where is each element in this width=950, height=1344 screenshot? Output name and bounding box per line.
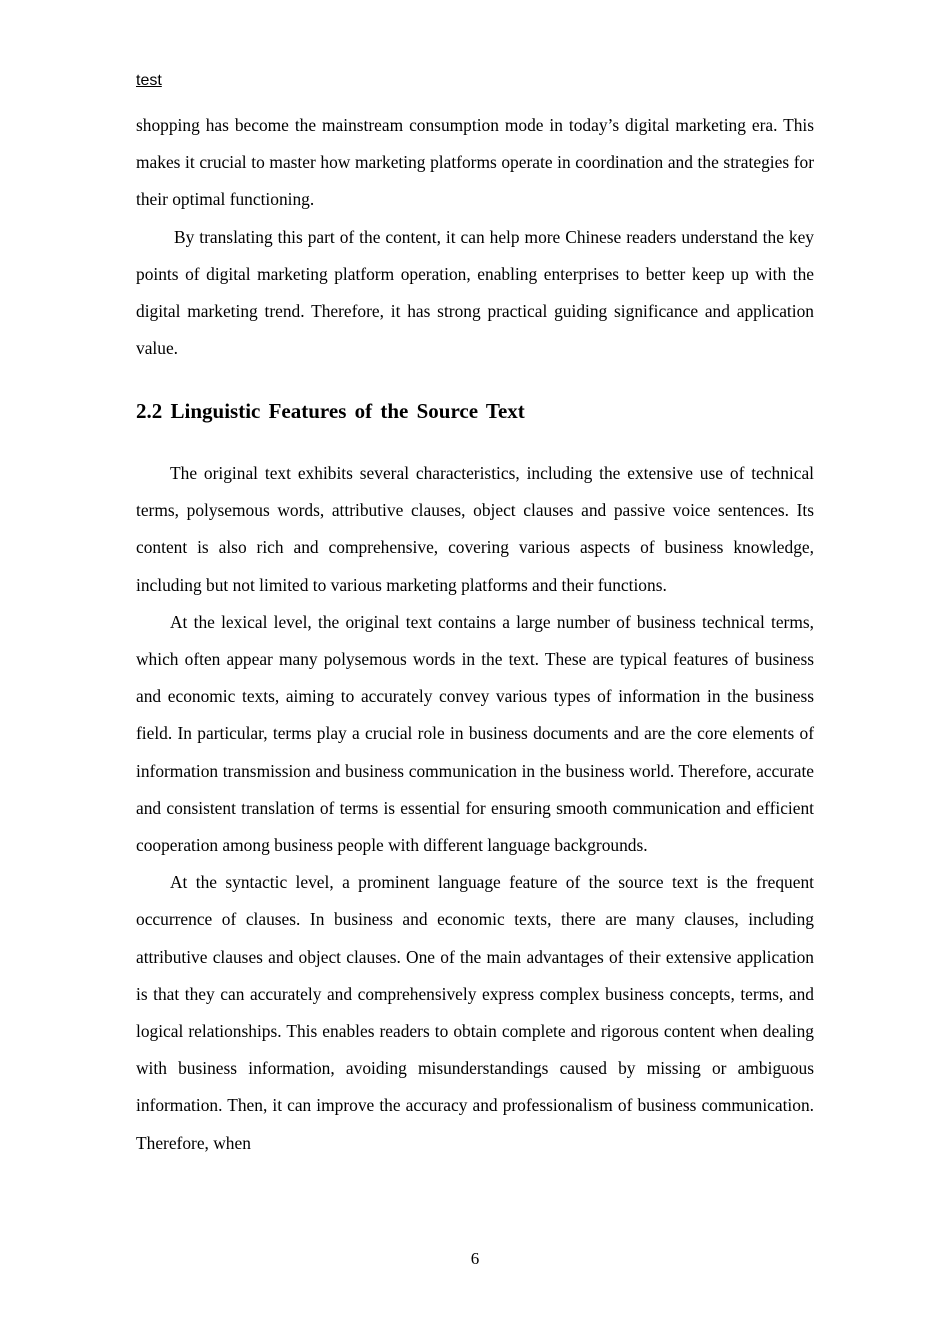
section-body	[136, 455, 814, 1162]
paragraph: By translating this part of the content, it can help more Chinese readers understand the key points of digital marketing platform operation, enabling enterprises to better keep up with the digital marketing trend. Therefore, it has strong practical guiding significance and application value.	[136, 226, 814, 359]
page-number: 6	[470, 1249, 480, 1268]
paragraph: The original text exhibits several characteristics, including the extensive use of technical terms, polysemous words, attributive clauses, object clauses and passive voice sentences. Its content is also rich and comprehensive, covering various aspects of business knowledge, including but not limited to various marketing platforms and their functions.	[136, 463, 814, 595]
intro-text-block	[136, 107, 814, 367]
paragraph: At the syntactic level, a prominent language feature of the source text is the frequent occurrence of clauses. In business and economic texts, there are many clauses, including attributive clauses and object clauses. One of the main advantages of their extensive application is that they can accurately and comprehensively express complex business concepts, terms, and logical relationships. This enables readers to obtain complete and rigorous content when dealing with business information, avoiding misunderstandings caused by missing or ambiguous information. Then, it can improve the accuracy and professionalism of business communication. Therefore, when	[136, 872, 814, 1153]
paragraph: shopping has become the mainstream consumption mode in today’s digital marketing era. This makes it crucial to master how marketing platforms operate in coordination and the strategies for their optimal functioning.	[136, 115, 814, 210]
paragraph: At the lexical level, the original text contains a large number of business technical terms, which often appear many polysemous words in the text. These are typical features of business and economic texts, aiming to accurately convey various types of information in the business field. In particular, terms play a crucial role in business documents and are the core elements of information transmission and business communication in the business world. Therefore, accurate and consistent translation of terms is essential for ensuring smooth communication and efficient cooperation among business people with different language backgrounds.	[136, 611, 814, 856]
running-header: test	[136, 72, 162, 89]
section-heading: 2.2 Linguistic Features of the Source Text	[136, 399, 525, 423]
